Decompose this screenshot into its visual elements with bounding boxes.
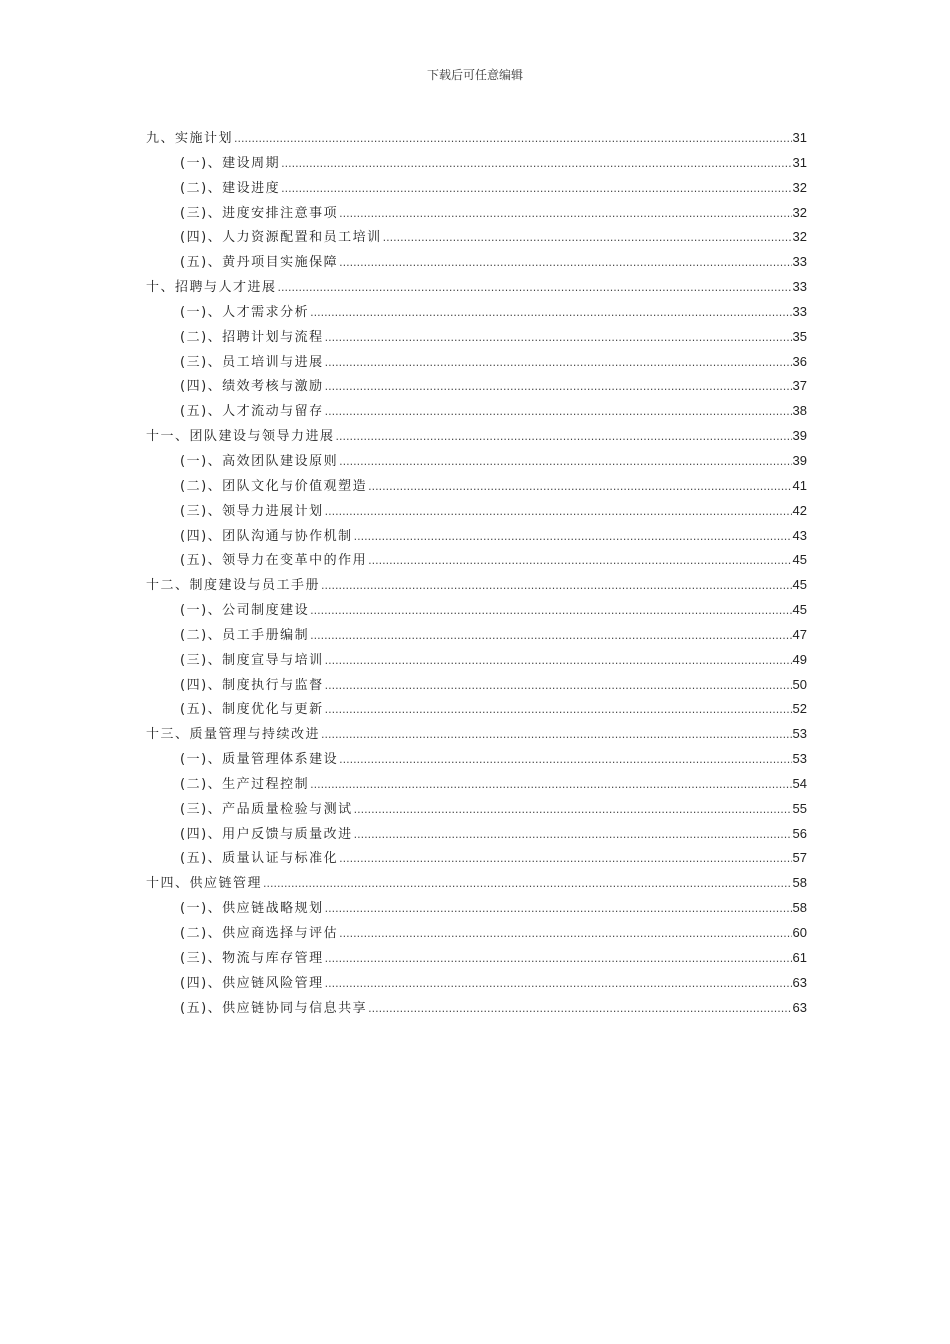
toc-entry-title: (一)、公司制度建设 (180, 603, 310, 619)
toc-entry-title: (四)、供应链风险管理 (180, 975, 324, 991)
toc-entry[interactable] (146, 499, 807, 524)
toc-entry-title: (二)、团队文化与价值观塑造 (180, 478, 368, 494)
toc-entry-title: (三)、进度安排注意事项 (180, 205, 339, 221)
toc-entry[interactable] (146, 921, 807, 946)
toc-leader-dots (368, 997, 791, 1022)
toc-entry-title: (一)、高效团队建设原则 (180, 453, 339, 469)
toc-entry-page-number: 58 (792, 900, 807, 916)
toc-entry[interactable] (146, 474, 807, 499)
toc-entry-title: (五)、领导力在变革中的作用 (180, 553, 368, 569)
toc-leader-dots (263, 872, 792, 897)
toc-entry-page-number: 42 (792, 502, 807, 518)
toc-entry-title: (三)、物流与库存管理 (180, 950, 324, 966)
toc-entry-page-number: 32 (792, 229, 807, 245)
toc-entry-title: (四)、绩效考核与激励 (180, 379, 324, 395)
toc-entry-page-number: 33 (792, 254, 807, 270)
toc-leader-dots (325, 947, 792, 972)
toc-entry[interactable] (146, 822, 807, 847)
toc-entry[interactable] (146, 126, 807, 151)
toc-entry-page-number: 39 (792, 428, 807, 444)
toc-entry[interactable] (146, 449, 807, 474)
toc-entry-page-number: 56 (792, 825, 807, 841)
toc-leader-dots (310, 301, 791, 326)
toc-entry-page-number: 61 (792, 949, 807, 965)
toc-leader-dots (368, 549, 791, 574)
toc-entry[interactable] (146, 846, 807, 871)
toc-entry[interactable] (146, 598, 807, 623)
toc-entry-title: 十四、供应链管理 (146, 876, 263, 892)
toc-entry-page-number: 53 (792, 726, 807, 742)
toc-entry-page-number: 33 (792, 279, 807, 295)
toc-entry-page-number: 50 (792, 676, 807, 692)
toc-entry-title: (五)、质量认证与标准化 (180, 851, 339, 867)
toc-leader-dots (354, 525, 792, 550)
toc-entry-page-number: 53 (792, 751, 807, 767)
toc-entry[interactable] (146, 275, 807, 300)
toc-entry-page-number: 49 (792, 651, 807, 667)
toc-leader-dots (281, 152, 791, 177)
toc-entry[interactable] (146, 374, 807, 399)
toc-entry-title: (四)、用户反馈与质量改进 (180, 826, 353, 842)
toc-entry-page-number: 54 (792, 775, 807, 791)
toc-entry-page-number: 60 (792, 925, 807, 940)
toc-leader-dots (354, 823, 792, 848)
toc-leader-dots (354, 798, 792, 823)
toc-entry-page-number: 31 (792, 154, 807, 170)
toc-entry-page-number: 35 (792, 328, 807, 344)
toc-entry-title: (三)、产品质量检验与测试 (180, 801, 353, 817)
toc-entry[interactable] (146, 623, 807, 648)
toc-entry-title: (四)、制度执行与监督 (180, 677, 324, 693)
toc-entry[interactable] (146, 946, 807, 971)
toc-leader-dots (325, 400, 792, 425)
toc-entry-title: (一)、供应链战略规划 (180, 901, 324, 917)
toc-entry-title: 十三、质量管理与持续改进 (146, 727, 321, 743)
toc-entry-page-number: 38 (792, 403, 807, 419)
toc-leader-dots (339, 251, 791, 276)
toc-leader-dots (321, 574, 792, 599)
toc-entry-title: (二)、生产过程控制 (180, 776, 310, 792)
toc-entry-page-number: 32 (792, 204, 807, 220)
toc-leader-dots (339, 748, 791, 773)
toc-entry-page-number: 37 (792, 378, 807, 394)
toc-leader-dots (368, 475, 791, 500)
toc-leader-dots (325, 972, 792, 997)
toc-entry[interactable] (146, 797, 807, 822)
toc-entry-title: 十一、团队建设与领导力进展 (146, 429, 335, 445)
toc-entry-page-number: 45 (792, 577, 807, 593)
toc-entry[interactable] (146, 673, 807, 698)
toc-entry-page-number: 57 (792, 850, 807, 866)
toc-entry-title: (三)、制度宣导与培训 (180, 652, 324, 668)
toc-entry[interactable] (146, 871, 807, 896)
toc-entry-page-number: 39 (792, 452, 807, 468)
toc-leader-dots (383, 226, 792, 251)
toc-entry[interactable] (146, 424, 807, 449)
toc-entry[interactable] (146, 697, 807, 722)
toc-entry-page-number: 63 (792, 974, 807, 990)
toc-entry-page-number: 36 (792, 353, 807, 369)
toc-entry-page-number: 43 (792, 527, 807, 543)
toc-leader-dots (325, 326, 792, 351)
toc-leader-dots (325, 897, 792, 922)
toc-entry[interactable] (146, 300, 807, 325)
toc-entry-page-number: 33 (792, 303, 807, 319)
toc-entry-title: (三)、领导力进展计划 (180, 503, 324, 519)
toc-leader-dots (321, 723, 792, 748)
toc-entry-page-number: 31 (792, 130, 807, 145)
toc-entry-page-number: 32 (792, 179, 807, 195)
toc-leader-dots (310, 599, 791, 624)
toc-entry-title: (一)、建设周期 (180, 155, 281, 171)
toc-leader-dots (336, 425, 792, 450)
toc-entry-page-number: 63 (792, 999, 807, 1015)
toc-entry[interactable] (146, 325, 807, 350)
toc-leader-dots (325, 698, 792, 723)
toc-leader-dots (325, 351, 792, 376)
toc-entry[interactable] (146, 151, 807, 176)
toc-leader-dots (339, 450, 791, 475)
toc-entry[interactable] (146, 747, 807, 772)
toc-entry[interactable] (146, 225, 807, 250)
toc-entry[interactable] (146, 722, 807, 747)
toc-entry-title: (五)、制度优化与更新 (180, 702, 324, 718)
page-header: 下载后可任意编辑 (426, 68, 523, 82)
toc-entry-page-number: 52 (792, 701, 807, 717)
toc-entry-page-number: 58 (792, 875, 807, 891)
toc-entry-title: (五)、人才流动与留存 (180, 404, 324, 420)
toc-leader-dots (339, 202, 791, 227)
toc-leader-dots (325, 500, 792, 525)
toc-leader-dots (281, 177, 791, 202)
toc-entry-page-number: 41 (792, 477, 807, 493)
toc-entry[interactable] (146, 176, 807, 201)
toc-entry-page-number: 47 (792, 626, 807, 642)
toc-entry-title: (五)、供应链协同与信息共享 (180, 1000, 368, 1016)
table-of-contents (146, 126, 807, 1020)
toc-entry[interactable] (146, 648, 807, 673)
toc-leader-dots (339, 922, 791, 947)
toc-entry-page-number: 55 (792, 800, 807, 816)
toc-leader-dots (234, 127, 792, 152)
toc-entry[interactable] (146, 399, 807, 424)
toc-entry[interactable] (146, 250, 807, 275)
toc-entry-page-number: 45 (792, 552, 807, 568)
toc-entry[interactable] (146, 573, 807, 598)
toc-entry-title: (四)、人力资源配置和员工培训 (180, 230, 382, 246)
toc-entry-title: 十二、制度建设与员工手册 (146, 578, 321, 594)
toc-leader-dots (325, 649, 792, 674)
toc-entry-title: (二)、建设进度 (180, 180, 281, 196)
toc-entry[interactable] (146, 996, 807, 1021)
toc-entry-title: (五)、黄丹项目实施保障 (180, 255, 339, 271)
toc-entry-title: (四)、团队沟通与协作机制 (180, 528, 353, 544)
toc-entry[interactable] (146, 524, 807, 549)
toc-entry[interactable] (146, 548, 807, 573)
toc-entry[interactable] (146, 971, 807, 996)
toc-leader-dots (310, 773, 791, 798)
toc-entry-title: (二)、员工手册编制 (180, 627, 310, 643)
toc-entry[interactable] (146, 201, 807, 226)
toc-entry[interactable] (146, 772, 807, 797)
toc-entry-title: 十、招聘与人才进展 (146, 280, 277, 296)
toc-entry-title: (一)、人才需求分析 (180, 304, 310, 320)
toc-entry[interactable] (146, 350, 807, 375)
toc-leader-dots (325, 375, 792, 400)
toc-leader-dots (325, 674, 792, 699)
toc-leader-dots (310, 624, 791, 649)
toc-entry-title: (二)、供应商选择与评估 (180, 926, 339, 941)
toc-entry-title: (二)、招聘计划与流程 (180, 329, 324, 345)
toc-leader-dots (278, 276, 792, 301)
toc-entry-title: (一)、质量管理体系建设 (180, 752, 339, 768)
toc-entry-title: 九、实施计划 (146, 131, 234, 146)
toc-entry-title: (三)、员工培训与进展 (180, 354, 324, 370)
toc-leader-dots (339, 847, 791, 872)
toc-entry[interactable] (146, 896, 807, 921)
toc-entry-page-number: 45 (792, 602, 807, 618)
